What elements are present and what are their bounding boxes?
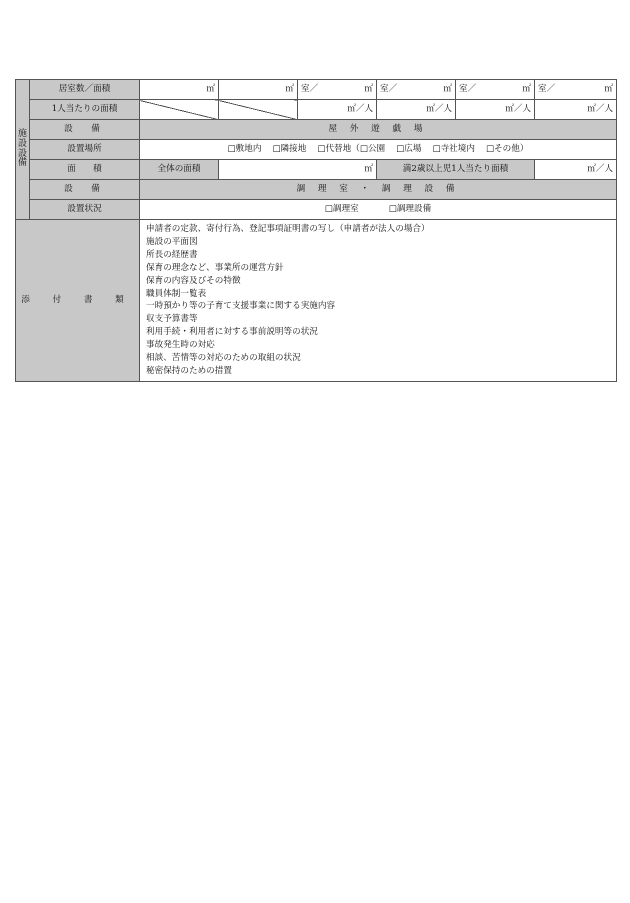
per-person-cell-6[interactable]: ㎡／人 — [535, 100, 617, 120]
outdoor-playground-heading: 屋 外 遊 戯 場 — [140, 120, 617, 140]
rooms-cell-6[interactable]: 室／ ㎡ — [535, 80, 617, 100]
attachments-row — [16, 220, 617, 382]
location-row — [16, 140, 617, 160]
rooms-area-label: 居室数／面積 — [30, 80, 140, 100]
location-label: 設置場所 — [30, 140, 140, 160]
per-person-area-label: 1人当たりの面積 — [30, 100, 140, 120]
attachment-item: 秘密保持のための措置 — [146, 365, 232, 376]
checkbox-other[interactable]: □その他） — [485, 143, 529, 154]
install-status-options — [140, 200, 617, 220]
attachment-item: 利用手続・利用者に対する事前説明等の状況 — [146, 327, 318, 338]
install-status-label: 設置状況 — [30, 200, 140, 220]
checkbox-open-space[interactable]: □広場 — [396, 143, 422, 154]
attachment-item: 保育の理念など、事業所の運営方針 — [146, 262, 284, 273]
checkbox-kitchen-room[interactable]: □調理室 — [324, 203, 359, 214]
per-person-cell-5[interactable]: ㎡／人 — [456, 100, 535, 120]
attachments-label: 添 付 書 類 — [16, 220, 140, 382]
rooms-cell-4[interactable]: 室／ ㎡ — [377, 80, 456, 100]
facility-form-table — [15, 79, 617, 382]
install-status-row — [16, 200, 617, 220]
equipment-label: 設 備 — [30, 120, 140, 140]
per-person-row — [16, 100, 617, 120]
per-person-cell-crossed-2 — [219, 100, 298, 120]
attachment-item: 事故発生時の対応 — [146, 340, 215, 351]
per-person-cell-3[interactable]: ㎡／人 — [298, 100, 377, 120]
total-area-label: 全体の面積 — [140, 160, 219, 180]
per-child-area-field[interactable]: ㎡／人 — [535, 160, 617, 180]
location-options — [140, 140, 617, 160]
checkbox-on-site[interactable]: □敷地内 — [227, 143, 262, 154]
checkbox-kitchen-equipment[interactable]: □調理設備 — [388, 203, 432, 214]
rooms-cell-5[interactable]: 室／ ㎡ — [456, 80, 535, 100]
checkbox-alternative-park[interactable]: □代替地（□公園 — [317, 143, 386, 154]
rooms-cell-1[interactable]: ㎡ — [140, 80, 219, 100]
checkbox-adjacent-land[interactable]: □隣接地 — [272, 143, 307, 154]
rooms-cell-2[interactable]: ㎡ — [219, 80, 298, 100]
facility-equipment-side-label: 施 設 設 備 — [16, 80, 30, 220]
attachment-item: 所長の経歴書 — [146, 249, 198, 260]
per-child-area-label: 満2歳以上児1人当たり面積 — [377, 160, 535, 180]
attachment-item: 申請者の定款、寄付行為、登記事項証明書の写し（申請者が法人の場合） — [146, 224, 430, 234]
kitchen-heading: 調 理 室 ・ 調 理 設 備 — [140, 180, 617, 200]
total-area-field[interactable]: ㎡ — [219, 160, 377, 180]
per-person-cell-crossed-1 — [140, 100, 219, 120]
attachment-item: 職員体制一覧表 — [146, 288, 207, 299]
equipment-label-2: 設 備 — [30, 180, 140, 200]
attachment-item: 収支予算書等 — [146, 314, 198, 325]
area-label: 面 積 — [30, 160, 140, 180]
attachment-item: 相談、苦情等の対応のための取組の状況 — [146, 353, 301, 364]
attachments-list — [140, 220, 617, 382]
outdoor-play-header-row — [16, 120, 617, 140]
attachment-item: 保育の内容及びその特徴 — [146, 275, 241, 286]
rooms-cell-3[interactable]: 室／ ㎡ — [298, 80, 377, 100]
checkbox-temple-grounds[interactable]: □寺社境内 — [432, 143, 475, 154]
attachment-item: 施設の平面図 — [146, 236, 198, 247]
per-person-cell-4[interactable]: ㎡／人 — [377, 100, 456, 120]
attachment-item: 一時預かり等の子育て支援事業に関する実施内容 — [146, 301, 336, 312]
area-row — [16, 160, 617, 180]
kitchen-header-row — [16, 180, 617, 200]
rooms-row — [16, 80, 617, 100]
